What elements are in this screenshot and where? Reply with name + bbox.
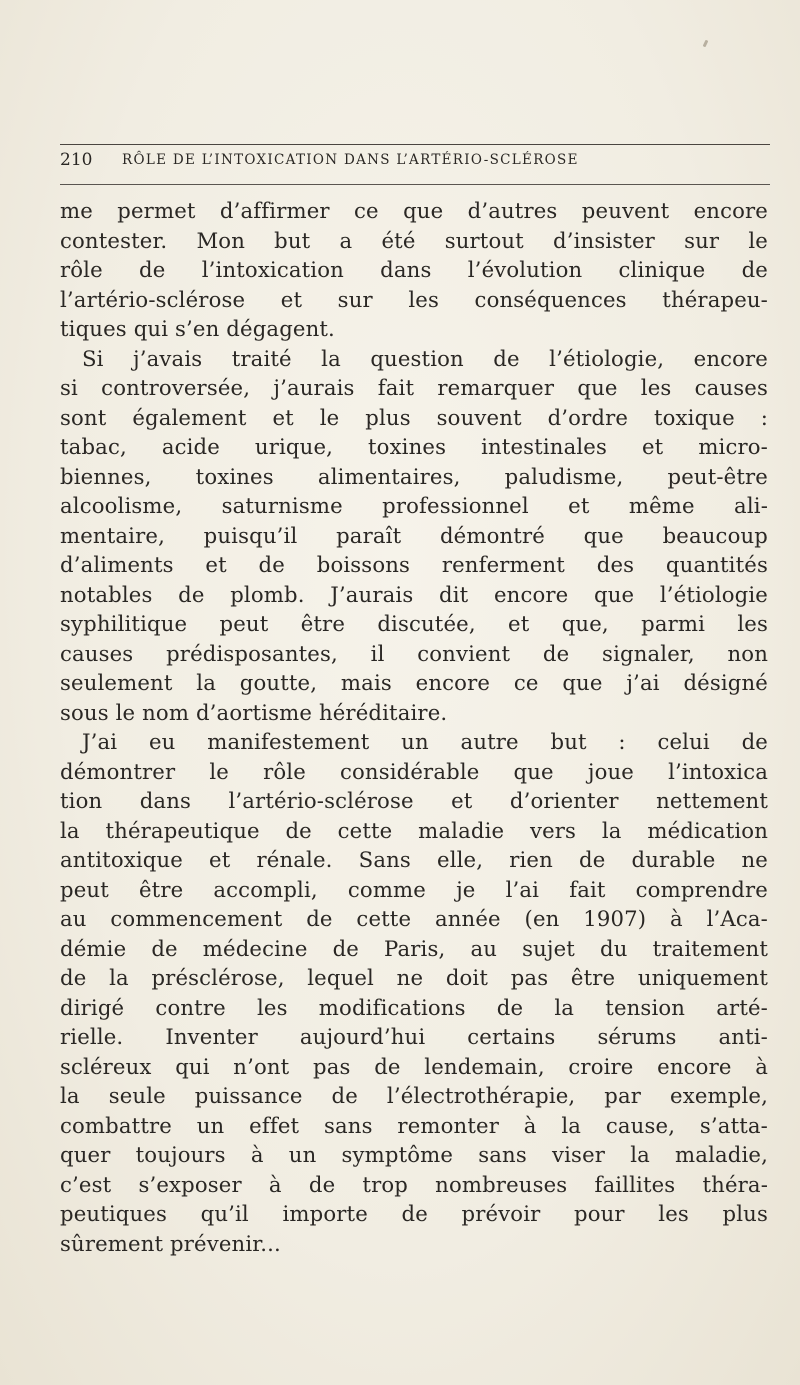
text-line: tiques qui s’en dégagent.: [60, 316, 335, 341]
text-line: mentaire, puisqu’il paraît démontré que beaucoup: [60, 522, 768, 548]
text-line: de la présclérose, lequel ne doit pas être uniquement: [60, 965, 768, 990]
text-line: J’ai eu manifestement un autre but : celui de: [82, 729, 768, 754]
text-line: rielle. Inventer aujourd’hui certains sérums anti-: [60, 1024, 768, 1049]
body-text: [60, 196, 768, 1258]
text-line: alcoolisme, saturnisme professionnel et même ali-: [60, 493, 768, 518]
text-line: l’artério-sclérose et sur les conséquences thérapeu-: [60, 286, 768, 312]
text-line: quer toujours à un symptôme sans viser la maladie,: [60, 1142, 768, 1167]
text-line: peut être accompli, comme je l’ai fait comprendre: [60, 876, 768, 902]
text-line: la thérapeutique de cette maladie vers la médication: [60, 817, 768, 843]
text-line: notables de plomb. J’aurais dit encore que l’étiologie: [60, 581, 768, 607]
text-line: me permet d’affirmer ce que d’autres peuvent encore: [60, 198, 768, 223]
text-line: tion dans l’artério-sclérose et d’orienter nettement: [60, 788, 768, 813]
running-head-title: RÔLE DE L’INTOXICATION DANS L’ARTÉRIO-SCLÉROSE: [122, 152, 579, 168]
text-line: biennes, toxines alimentaires, paludisme, peut-être: [60, 463, 768, 489]
text-line: scléreux qui n’ont pas de lendemain, croire encore à: [60, 1053, 768, 1079]
text-line: combattre un effet sans remonter à la cause, s’atta-: [60, 1112, 768, 1138]
text-line: tabac, acide urique, toxines intestinales et micro-: [60, 434, 768, 459]
running-header: [60, 150, 770, 176]
text-line: sont également et le plus souvent d’ordre toxique :: [60, 404, 768, 430]
paper-speck: [703, 40, 709, 48]
text-line: rôle de l’intoxication dans l’évolution clinique de: [60, 257, 768, 282]
text-line: au commencement de cette année (en 1907) à l’Aca-: [60, 906, 768, 931]
text-line: peutiques qu’il importe de prévoir pour les plus: [60, 1201, 768, 1226]
text-line: causes prédisposantes, il convient de signaler, non: [60, 640, 768, 666]
text-line: c’est s’exposer à de trop nombreuses faillites théra-: [60, 1171, 768, 1197]
page-number: 210: [60, 150, 93, 170]
header-rule-bottom: [60, 184, 770, 185]
text-line: sûrement prévenir...: [60, 1230, 281, 1256]
text-line: d’aliments et de boissons renferment des quantités: [60, 552, 768, 577]
text-line: Si j’avais traité la question de l’étiologie, encore: [82, 345, 768, 371]
text-line: dirigé contre les modifications de la tension arté-: [60, 994, 768, 1020]
text-line: la seule puissance de l’électrothérapie, par exemple,: [60, 1083, 768, 1108]
text-line: antitoxique et rénale. Sans elle, rien de durable ne: [60, 847, 768, 872]
text-line: sous le nom d’aortisme héréditaire.: [60, 699, 448, 725]
text-line: syphilitique peut être discutée, et que, parmi les: [60, 611, 768, 636]
text-line: contester. Mon but a été surtout d’insister sur le: [60, 227, 768, 253]
text-line: seulement la goutte, mais encore ce que j’ai désigné: [60, 670, 768, 695]
text-line: démontrer le rôle considérable que joue l’intoxica: [60, 758, 768, 784]
text-line: démie de médecine de Paris, au sujet du traitement: [60, 935, 768, 961]
header-rule-top: [60, 144, 770, 145]
text-line: si controversée, j’aurais fait remarquer que les causes: [60, 375, 768, 400]
